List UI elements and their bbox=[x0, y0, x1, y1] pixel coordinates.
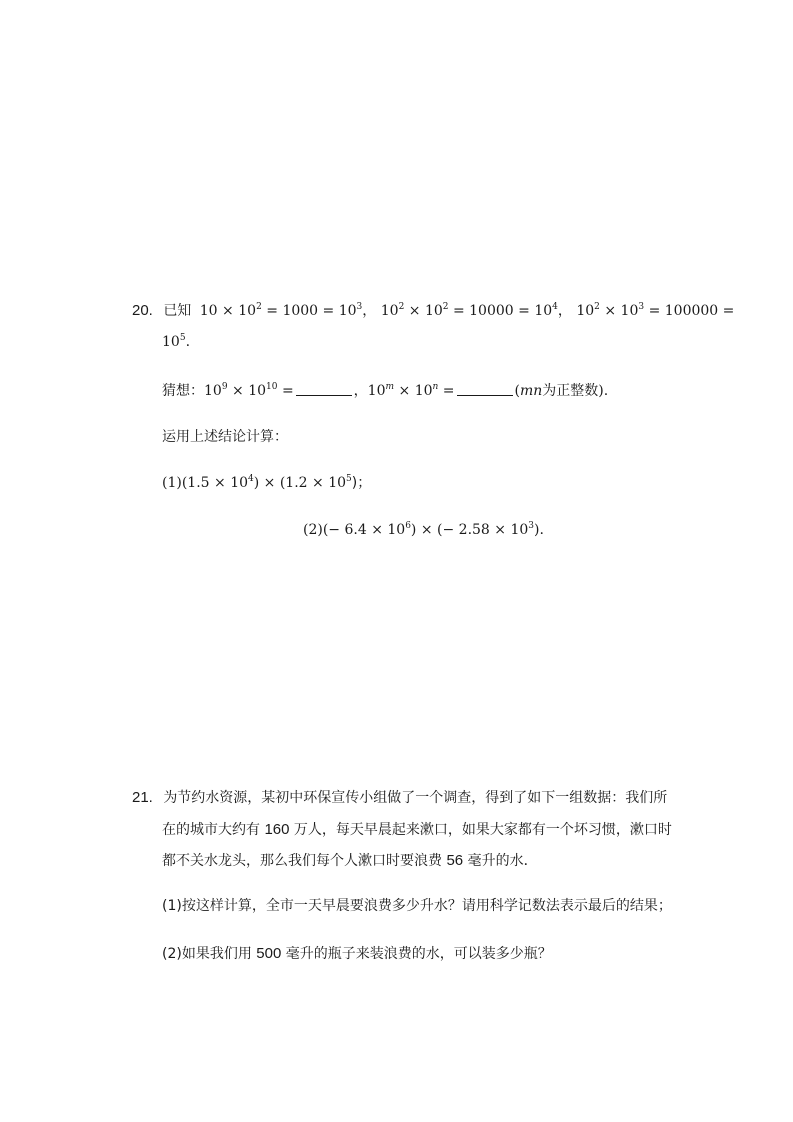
q20-eq3: $10^2 \times 10^3 = 100000$ = bbox=[576, 302, 735, 319]
q20-part2: $(2)(- 6.4 \times 10^6)$ × (− $2.58 \times 10^3$). bbox=[303, 521, 544, 538]
guess-expr-2: 10$^m$ × 10$^n$ = bbox=[367, 382, 455, 399]
apply-text: 运用上述结论计算： bbox=[162, 429, 288, 445]
q20-eq1: $10 \times 10^2 = 1000 = 10^3$ bbox=[199, 302, 363, 319]
q20-line2: $10^5$. bbox=[162, 333, 191, 350]
guess-label: 猜想： bbox=[162, 383, 204, 399]
q21-sub2: (2)如果我们用 500 毫升的瓶子来装浪费的水，可以装多少瓶？ bbox=[162, 945, 552, 962]
mn-variable: mn bbox=[519, 383, 543, 399]
q21-line2: 在的城市大约有 160 万人，每天早晨起来漱口，如果大家都有一个坏习惯，漱口时 bbox=[162, 821, 672, 838]
condition-text: 为正整数 bbox=[542, 383, 599, 399]
q20-lead: 已知 bbox=[163, 303, 192, 319]
answer-blank-1[interactable] bbox=[296, 383, 352, 396]
q21-number: 21. bbox=[132, 789, 153, 806]
answer-blank-2[interactable] bbox=[457, 383, 513, 396]
q20-guess-line: 猜想：$10^9 \times 10^{10}$ = ，10$^m$ × 10$^n$ = (mn为正整数). bbox=[162, 382, 609, 399]
ml-number: 56 bbox=[446, 852, 464, 869]
q21-text-line1: 为节约水资源，某初中环保宣传小组做了一个调查，得到了如下一组数据：我们所 bbox=[163, 790, 668, 806]
q21-line3: 都不关水龙头，那么我们每个人漱口时要浪费 56 毫升的水． bbox=[162, 852, 538, 869]
q20-number: 20. bbox=[132, 302, 153, 319]
q21-line1 bbox=[132, 790, 667, 805]
population-number: 160 bbox=[264, 821, 290, 838]
q20-eq2: $10^2 \times 10^2 = 10000 = 10^4$ bbox=[380, 302, 558, 319]
q20-line1: 20. 已知 $10 \times 10^2 = 1000 = 10^3$， $10^2 \times 10^2 = 10000 = 10^4$， $10^2 \times 10^3 = 100000$ = bbox=[132, 302, 735, 319]
guess-expr-1: $10^9 \times 10^{10}$ = bbox=[204, 382, 294, 399]
bottle-size-number: 500 bbox=[256, 945, 282, 962]
q21-sub1: (1)按这样计算，全市一天早晨要浪费多少升水？请用科学记数法表示最后的结果； bbox=[162, 898, 672, 914]
q20-part1: $(1)(1.5 \times 10^4) \times (1.2 \times 10^5)$； bbox=[162, 474, 372, 491]
